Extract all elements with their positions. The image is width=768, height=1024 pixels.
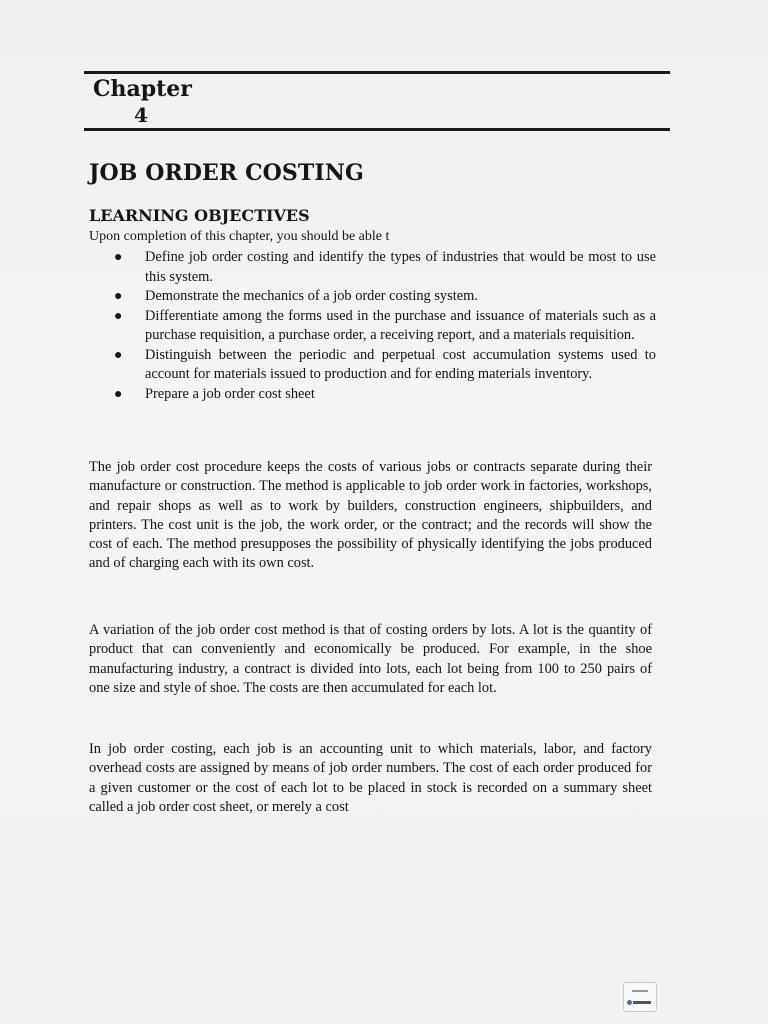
bullet-icon: ● [114, 289, 123, 304]
scanner-icon [627, 1000, 632, 1005]
bullet-icon: ● [114, 386, 123, 402]
learning-objectives-intro: Upon completion of this chapter, you should be able t [89, 229, 390, 244]
objective-item [110, 307, 656, 346]
chapter-rule-bottom [84, 128, 670, 131]
chapter-rule-top [84, 71, 670, 74]
stamp-caption-mark [632, 990, 648, 992]
objective-text: Demonstrate the mechanics of a job order costing system. [145, 288, 478, 304]
stamp-wordmark [633, 1001, 651, 1004]
body-paragraph: The job order cost procedure keeps the costs of various jobs or contracts separate during their manufacture or construction. The method is applicable to job order work in factories, workshops, and repair shops as well as to work by builders, construction engineers, shipbuilders, and printers. The cost unit is the job, the work order, or the contract; and the records will show the cost of each. The method presupposes the possibility of physically identifying the jobs produced and of charging each with its own cost. [89, 459, 652, 572]
objective-item [110, 248, 656, 287]
bullet-icon: ● [114, 347, 123, 363]
learning-objectives-heading: LEARNING OBJECTIVES [89, 206, 310, 225]
objective-text: Define job order costing and identify the types of industries that would be most to use this system. [145, 249, 656, 285]
bullet-icon: ● [114, 308, 123, 324]
scanner-logo-stamp [623, 982, 657, 1012]
page-title: JOB ORDER COSTING [89, 160, 364, 186]
bullet-icon: ● [114, 250, 123, 265]
objective-item [110, 385, 656, 405]
objective-text: Differentiate among the forms used in the purchase and issuance of materials such as a purchase requisition, a purchase order, a receiving report, and a materials requisition. [145, 307, 656, 343]
chapter-label: Chapter [93, 76, 192, 102]
body-paragraph: A variation of the job order cost method is that of costing orders by lots. A lot is the quantity of product that can conveniently and economically be produced. For example, in the shoe manufacturing industry, a contract is divided into lots, each lot being from 100 to 250 pairs of one size and style of shoe. The costs are then accumulated for each lot. [89, 622, 652, 696]
body-paragraph: In job order costing, each job is an accounting unit to which materials, labor, and factory overhead costs are assigned by means of job order numbers. The cost of each order produced for a given customer or the cost of each lot to be placed in stock is recorded on a summary sheet called a job order cost sheet, or merely a cost [89, 741, 652, 815]
objective-item [110, 346, 656, 385]
learning-objectives-list [110, 248, 656, 404]
objective-text: Distinguish between the periodic and perpetual cost accumulation systems used to account for materials issued to production and for ending materials inventory. [145, 346, 656, 382]
objective-text: Prepare a job order cost sheet [145, 385, 315, 402]
chapter-number: 4 [134, 103, 148, 127]
objective-item [110, 287, 656, 307]
